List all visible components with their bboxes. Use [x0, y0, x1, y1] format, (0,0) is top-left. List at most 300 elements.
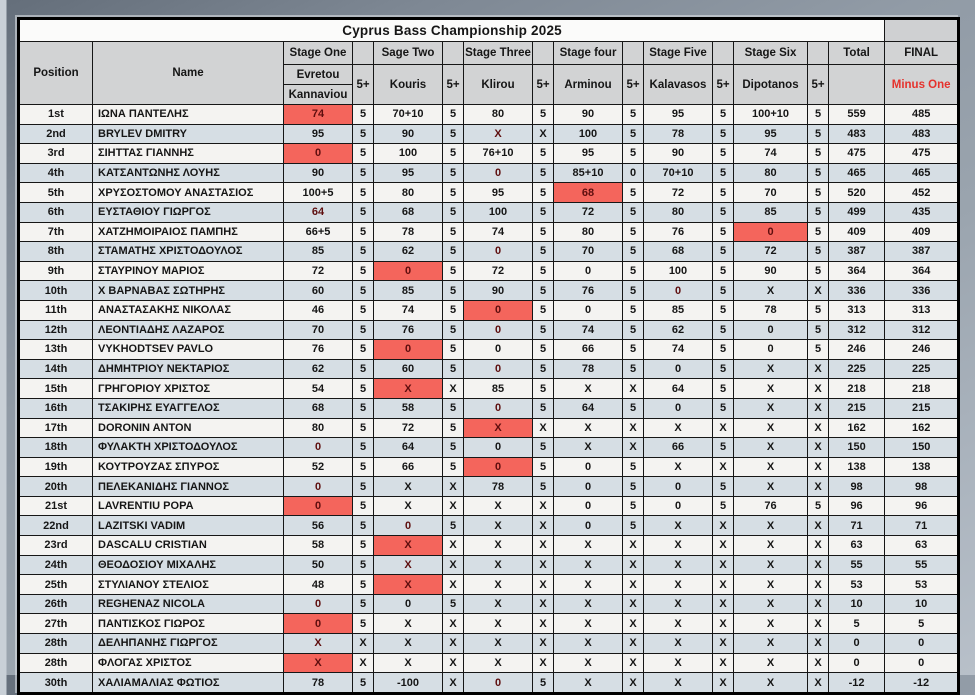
bonus-header-2: 5+ [443, 65, 464, 105]
cell-bonus2: 5 [443, 183, 464, 203]
cell-bonus3: 5 [533, 320, 554, 340]
cell-bonus5: 5 [713, 261, 734, 281]
cell-bonus3: X [533, 418, 554, 438]
cell-bonus2: 5 [443, 163, 464, 183]
cell-stage3: X [464, 418, 533, 438]
cell-position: 30th [19, 673, 93, 694]
cell-name: REGHENAZ NICOLA [93, 594, 284, 614]
cell-stage5: 0 [644, 281, 713, 301]
cell-stage5: 85 [644, 300, 713, 320]
cell-name: ΚΑΤΣΑΝΤΩΝΗΣ ΛΟΥΗΣ [93, 163, 284, 183]
cell-final: 246 [885, 340, 959, 360]
col-header-final: FINAL [885, 42, 959, 65]
cell-stage4: X [554, 536, 623, 556]
cell-total: 387 [829, 242, 885, 262]
cell-bonus4: 5 [623, 124, 644, 144]
cell-stage3: 95 [464, 183, 533, 203]
cell-bonus3: 5 [533, 222, 554, 242]
cell-stage4: 74 [554, 320, 623, 340]
cell-stage1: 100+5 [284, 183, 353, 203]
cell-bonus2: X [443, 614, 464, 634]
cell-bonus2: 5 [443, 222, 464, 242]
stage-four-bonus-spacer [623, 42, 644, 65]
cell-bonus4: 5 [623, 457, 644, 477]
cell-stage3: 0 [464, 163, 533, 183]
cell-bonus4: 5 [623, 398, 644, 418]
cell-bonus1: 5 [353, 202, 374, 222]
cell-stage3: 0 [464, 242, 533, 262]
cell-stage3: 80 [464, 105, 533, 125]
cell-bonus3: X [533, 575, 554, 595]
cell-bonus5: 5 [713, 477, 734, 497]
cell-stage1: X [284, 634, 353, 654]
cell-stage1: 68 [284, 398, 353, 418]
cell-bonus5: 5 [713, 144, 734, 164]
cell-bonus3: 5 [533, 438, 554, 458]
cell-bonus1: 5 [353, 575, 374, 595]
cell-bonus4: 5 [623, 202, 644, 222]
cell-final: 5 [885, 614, 959, 634]
cell-position: 16th [19, 398, 93, 418]
table-row [19, 105, 959, 125]
cell-bonus6: 5 [808, 222, 829, 242]
col-header-stage-five: Stage Five [644, 42, 713, 65]
cell-name: ΓΡΗΓΟΡΙΟΥ ΧΡΙΣΤΟΣ [93, 379, 284, 399]
cell-bonus6: X [808, 614, 829, 634]
cell-stage6: X [734, 516, 808, 536]
cell-final: 485 [885, 105, 959, 125]
cell-bonus3: X [533, 516, 554, 536]
cell-name: ΣΤΥΛΙΑΝΟΥ ΣΤΕΛΙΟΣ [93, 575, 284, 595]
cell-bonus6: X [808, 575, 829, 595]
cell-stage5: X [644, 594, 713, 614]
cell-bonus3: 5 [533, 359, 554, 379]
cell-bonus6: X [808, 673, 829, 694]
cell-total: 63 [829, 536, 885, 556]
cell-bonus4: 5 [623, 359, 644, 379]
cell-stage5: 0 [644, 477, 713, 497]
cell-stage6: 0 [734, 340, 808, 360]
cell-bonus6: 5 [808, 105, 829, 125]
bonus-header-1: 5+ [353, 65, 374, 105]
cell-bonus4: 5 [623, 222, 644, 242]
cell-name: ΙΩΝΑ ΠΑΝΤΕΛΗΣ [93, 105, 284, 125]
cell-stage4: 80 [554, 222, 623, 242]
cell-bonus6: X [808, 536, 829, 556]
cell-stage3: 0 [464, 438, 533, 458]
cell-bonus4: X [623, 634, 644, 654]
cell-bonus4: 5 [623, 105, 644, 125]
cell-position: 26th [19, 594, 93, 614]
cell-total: 246 [829, 340, 885, 360]
cell-bonus6: X [808, 477, 829, 497]
cell-bonus3: X [533, 536, 554, 556]
cell-name: ΣΤΑΜΑΤΗΣ ΧΡΙΣΤΟΔΟΥΛΟΣ [93, 242, 284, 262]
cell-bonus5: X [713, 555, 734, 575]
col-header-name: Name [93, 42, 284, 105]
cell-stage4: 66 [554, 340, 623, 360]
cell-bonus2: 5 [443, 594, 464, 614]
cell-name: LAVRENTIU POPA [93, 496, 284, 516]
cell-bonus1: 5 [353, 418, 374, 438]
cell-stage1: 58 [284, 536, 353, 556]
cell-stage6: 76 [734, 496, 808, 516]
cell-stage1: 66+5 [284, 222, 353, 242]
cell-stage2: X [374, 634, 443, 654]
cell-bonus3: X [533, 496, 554, 516]
cell-stage6: X [734, 634, 808, 654]
table-row [19, 144, 959, 164]
page-title: Cyprus Bass Championship 2025 [19, 19, 885, 42]
cell-bonus4: 5 [623, 477, 644, 497]
cell-bonus4: 5 [623, 242, 644, 262]
cell-stage2: X [374, 379, 443, 399]
cell-stage4: 0 [554, 496, 623, 516]
table-row [19, 183, 959, 203]
cell-bonus1: 5 [353, 281, 374, 301]
cell-bonus5: X [713, 516, 734, 536]
header-row-stages [19, 42, 959, 65]
cell-stage2: 64 [374, 438, 443, 458]
cell-bonus1: 5 [353, 536, 374, 556]
cell-bonus1: 5 [353, 555, 374, 575]
cell-position: 3rd [19, 144, 93, 164]
cell-bonus3: 5 [533, 105, 554, 125]
title-row [19, 19, 959, 42]
cell-bonus2: 5 [443, 438, 464, 458]
table-row [19, 242, 959, 262]
cell-stage1: 85 [284, 242, 353, 262]
cell-bonus5: X [713, 418, 734, 438]
cell-stage4: 64 [554, 398, 623, 418]
cell-position: 7th [19, 222, 93, 242]
table-row [19, 300, 959, 320]
cell-stage1: 52 [284, 457, 353, 477]
cell-stage6: X [734, 477, 808, 497]
cell-bonus1: 5 [353, 673, 374, 694]
cell-bonus6: 5 [808, 261, 829, 281]
cell-stage4: 0 [554, 457, 623, 477]
cell-total: 5 [829, 614, 885, 634]
cell-stage2: 90 [374, 124, 443, 144]
table-row [19, 124, 959, 144]
cell-stage2: 62 [374, 242, 443, 262]
cell-position: 13th [19, 340, 93, 360]
table-row [19, 281, 959, 301]
cell-bonus1: X [353, 634, 374, 654]
cell-name: ΔΕΛΗΠΑΝΗΣ ΓΙΩΡΓΟΣ [93, 634, 284, 654]
cell-bonus4: 5 [623, 320, 644, 340]
results-body [19, 105, 959, 694]
cell-bonus2: 5 [443, 340, 464, 360]
cell-stage4: X [554, 575, 623, 595]
cell-bonus4: X [623, 594, 644, 614]
venue-kalavasos: Kalavasos [644, 65, 713, 105]
cell-stage3: X [464, 614, 533, 634]
cell-final: 364 [885, 261, 959, 281]
cell-position: 4th [19, 163, 93, 183]
cell-stage1: 78 [284, 673, 353, 694]
total-header-spacer [829, 65, 885, 105]
cell-bonus5: 5 [713, 163, 734, 183]
cell-stage6: X [734, 594, 808, 614]
cell-stage5: 74 [644, 340, 713, 360]
cell-bonus1: 5 [353, 222, 374, 242]
final-minus-one-label: Minus One [885, 65, 959, 105]
cell-stage5: 80 [644, 202, 713, 222]
cell-stage3: 74 [464, 222, 533, 242]
table-row [19, 379, 959, 399]
cell-stage3: 0 [464, 300, 533, 320]
cell-stage6: 95 [734, 124, 808, 144]
cell-stage4: X [554, 673, 623, 694]
cell-bonus5: X [713, 594, 734, 614]
table-row [19, 594, 959, 614]
cell-final: 53 [885, 575, 959, 595]
cell-bonus5: X [713, 614, 734, 634]
cell-total: 150 [829, 438, 885, 458]
cell-name: ΚΟΥΤΡΟΥΖΑΣ ΣΠΥΡΟΣ [93, 457, 284, 477]
cell-position: 12th [19, 320, 93, 340]
bonus-header-4: 5+ [623, 65, 644, 105]
cell-bonus6: 5 [808, 144, 829, 164]
cell-stage4: 0 [554, 261, 623, 281]
cell-final: 483 [885, 124, 959, 144]
cell-stage1: 80 [284, 418, 353, 438]
cell-name: VYKHODTSEV PAVLO [93, 340, 284, 360]
cell-stage4: 90 [554, 105, 623, 125]
cell-stage6: X [734, 398, 808, 418]
cell-stage6: 74 [734, 144, 808, 164]
table-row [19, 359, 959, 379]
cell-stage5: 70+10 [644, 163, 713, 183]
cell-stage4: 0 [554, 300, 623, 320]
cell-bonus6: 5 [808, 340, 829, 360]
cell-bonus2: 5 [443, 320, 464, 340]
cell-stage1: 62 [284, 359, 353, 379]
cell-bonus5: X [713, 653, 734, 673]
table-row [19, 634, 959, 654]
stage-three-bonus-spacer [533, 42, 554, 65]
cell-total: 499 [829, 202, 885, 222]
cell-bonus3: X [533, 634, 554, 654]
cell-bonus3: X [533, 614, 554, 634]
cell-stage5: 100 [644, 261, 713, 281]
cell-stage2: X [374, 477, 443, 497]
cell-bonus2: X [443, 555, 464, 575]
cell-stage3: 0 [464, 398, 533, 418]
cell-total: 71 [829, 516, 885, 536]
cell-stage1: 60 [284, 281, 353, 301]
cell-stage1: 48 [284, 575, 353, 595]
cell-bonus3: X [533, 124, 554, 144]
table-row [19, 496, 959, 516]
cell-stage3: X [464, 496, 533, 516]
cell-total: 409 [829, 222, 885, 242]
cell-stage2: 68 [374, 202, 443, 222]
cell-stage2: X [374, 496, 443, 516]
cell-bonus1: 5 [353, 242, 374, 262]
cell-bonus4: X [623, 614, 644, 634]
cell-stage3: 90 [464, 281, 533, 301]
cell-bonus1: 5 [353, 320, 374, 340]
cell-bonus2: 5 [443, 261, 464, 281]
cell-bonus6: X [808, 653, 829, 673]
cell-bonus6: X [808, 634, 829, 654]
cell-bonus3: 5 [533, 281, 554, 301]
cell-stage1: 0 [284, 594, 353, 614]
cell-stage6: 90 [734, 261, 808, 281]
cell-total: 483 [829, 124, 885, 144]
cell-bonus2: 5 [443, 418, 464, 438]
cell-stage2: X [374, 536, 443, 556]
cell-bonus6: X [808, 281, 829, 301]
cell-bonus6: 5 [808, 183, 829, 203]
cell-bonus1: 5 [353, 516, 374, 536]
cell-position: 22nd [19, 516, 93, 536]
cell-bonus6: X [808, 594, 829, 614]
cell-bonus1: 5 [353, 340, 374, 360]
cell-stage5: 72 [644, 183, 713, 203]
cell-stage2: 76 [374, 320, 443, 340]
cell-stage1: 64 [284, 202, 353, 222]
cell-bonus3: 5 [533, 477, 554, 497]
cell-bonus6: 5 [808, 300, 829, 320]
cell-bonus4: X [623, 438, 644, 458]
cell-stage2: 58 [374, 398, 443, 418]
cell-final: 138 [885, 457, 959, 477]
cell-bonus6: X [808, 457, 829, 477]
title-final-spacer [885, 19, 959, 42]
cell-stage1: 50 [284, 555, 353, 575]
cell-stage2: 0 [374, 516, 443, 536]
cell-stage1: 0 [284, 144, 353, 164]
venue-klirou: Klirou [464, 65, 533, 105]
cell-total: 0 [829, 653, 885, 673]
cell-bonus4: X [623, 575, 644, 595]
cell-stage1: X [284, 653, 353, 673]
cell-bonus2: 5 [443, 105, 464, 125]
table-row [19, 398, 959, 418]
bonus-header-5: 5+ [713, 65, 734, 105]
cell-bonus5: X [713, 457, 734, 477]
cell-stage1: 74 [284, 105, 353, 125]
cell-stage6: 0 [734, 320, 808, 340]
cell-stage4: X [554, 438, 623, 458]
venue-dipotanos: Dipotanos [734, 65, 808, 105]
cell-stage5: X [644, 418, 713, 438]
cell-final: 435 [885, 202, 959, 222]
cell-bonus5: 5 [713, 105, 734, 125]
cell-total: 465 [829, 163, 885, 183]
cell-stage1: 46 [284, 300, 353, 320]
cell-bonus4: X [623, 379, 644, 399]
cell-position: 28th [19, 653, 93, 673]
cell-stage2: 0 [374, 594, 443, 614]
cell-bonus2: X [443, 379, 464, 399]
cell-stage3: 0 [464, 673, 533, 694]
cell-bonus3: 5 [533, 398, 554, 418]
cell-bonus1: 5 [353, 300, 374, 320]
cell-final: 0 [885, 634, 959, 654]
cell-total: 475 [829, 144, 885, 164]
cell-bonus5: X [713, 575, 734, 595]
cell-total: 336 [829, 281, 885, 301]
cell-bonus4: 5 [623, 300, 644, 320]
cell-stage1: 0 [284, 614, 353, 634]
cell-bonus2: X [443, 536, 464, 556]
cell-name: ΣΙΗΤΤΑΣ ΓΙΑΝΝΗΣ [93, 144, 284, 164]
cell-stage1: 70 [284, 320, 353, 340]
cell-final: 162 [885, 418, 959, 438]
cell-bonus6: 5 [808, 496, 829, 516]
cell-bonus2: X [443, 575, 464, 595]
cell-stage2: X [374, 653, 443, 673]
cell-stage2: 80 [374, 183, 443, 203]
cell-bonus2: X [443, 477, 464, 497]
cell-stage5: X [644, 634, 713, 654]
cell-stage5: X [644, 575, 713, 595]
cell-stage4: X [554, 653, 623, 673]
cell-bonus5: 5 [713, 438, 734, 458]
cell-stage5: 66 [644, 438, 713, 458]
cell-name: ΠΑΝΤΙΣΚΟΣ ΓΙΩΡΟΣ [93, 614, 284, 634]
cell-final: 10 [885, 594, 959, 614]
cell-bonus5: 5 [713, 359, 734, 379]
cell-position: 21st [19, 496, 93, 516]
cell-stage2: X [374, 575, 443, 595]
cell-bonus3: 5 [533, 163, 554, 183]
cell-stage3: X [464, 575, 533, 595]
cell-position: 18th [19, 438, 93, 458]
cell-stage3: X [464, 653, 533, 673]
cell-stage4: 100 [554, 124, 623, 144]
cell-stage5: 62 [644, 320, 713, 340]
cell-position: 17th [19, 418, 93, 438]
cell-bonus6: 5 [808, 124, 829, 144]
cell-bonus1: 5 [353, 163, 374, 183]
cell-stage5: 0 [644, 398, 713, 418]
cell-stage4: X [554, 379, 623, 399]
cell-stage4: 70 [554, 242, 623, 262]
cell-position: 20th [19, 477, 93, 497]
table-row [19, 575, 959, 595]
cell-stage4: 0 [554, 516, 623, 536]
cell-bonus5: X [713, 634, 734, 654]
cell-bonus4: 5 [623, 340, 644, 360]
cell-bonus3: X [533, 653, 554, 673]
cell-bonus6: X [808, 359, 829, 379]
cell-stage5: 76 [644, 222, 713, 242]
cell-bonus2: 5 [443, 300, 464, 320]
cell-stage5: 0 [644, 359, 713, 379]
cell-stage6: X [734, 379, 808, 399]
cell-bonus1: 5 [353, 438, 374, 458]
cell-bonus4: 5 [623, 183, 644, 203]
cell-bonus5: 5 [713, 379, 734, 399]
cell-bonus1: 5 [353, 183, 374, 203]
cell-name: ΦΛΟΓΑΣ ΧΡΙΣΤΟΣ [93, 653, 284, 673]
cell-name: BRYLEV DMITRY [93, 124, 284, 144]
cell-stage6: 70 [734, 183, 808, 203]
cell-final: 55 [885, 555, 959, 575]
cell-stage3: 0 [464, 359, 533, 379]
table-row [19, 614, 959, 634]
cell-position: 28th [19, 634, 93, 654]
cell-stage4: X [554, 614, 623, 634]
results-table [17, 17, 960, 695]
cell-bonus3: 5 [533, 144, 554, 164]
